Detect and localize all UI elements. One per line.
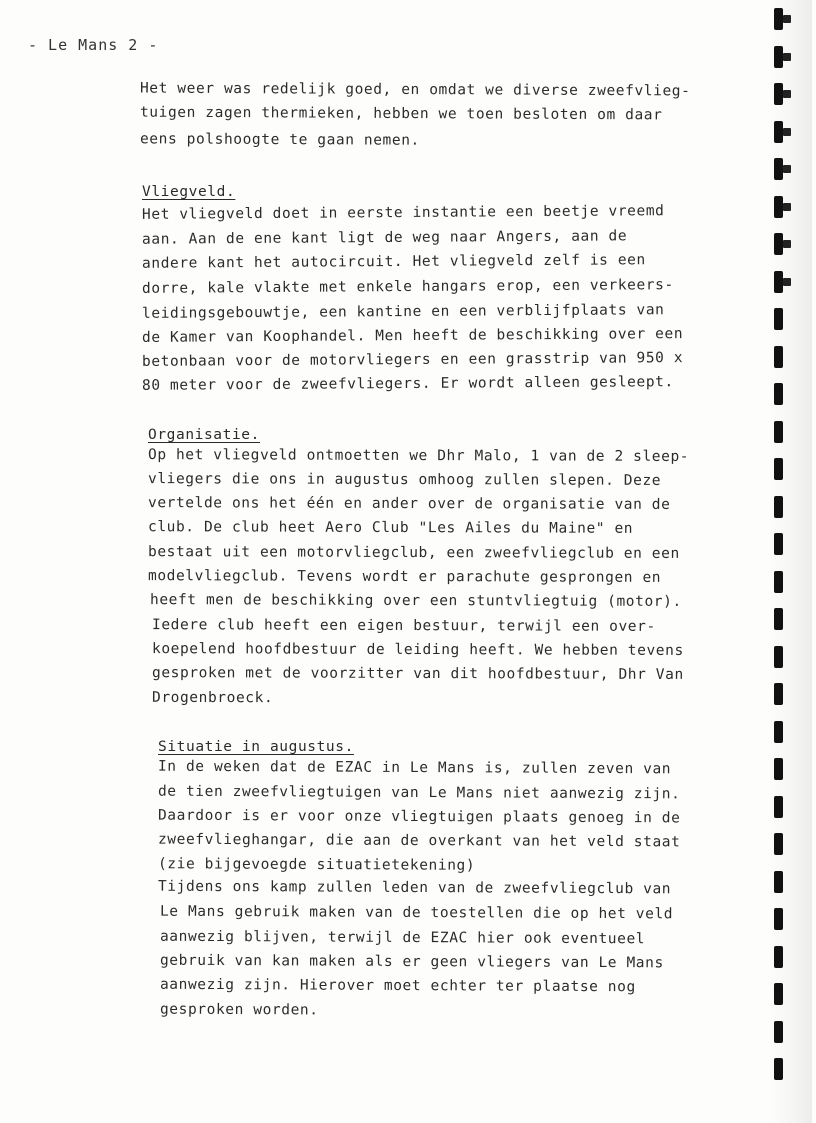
section-line: leidingsgebouwtje, een kantine en een verblijfplaats van <box>141 302 665 322</box>
binding-ring <box>774 196 783 218</box>
binding-ring <box>774 8 783 30</box>
section-heading-situatie: Situatie in augustus. <box>158 739 354 755</box>
section-line: vertelde ons het één en ander over de organisatie van de <box>147 495 671 513</box>
section-line: (zie bijgevoegde situatietekening) <box>157 856 476 874</box>
binding-ring <box>774 233 783 255</box>
section-line: heeft men de beschikking over een stuntvliegtuig (motor). <box>149 592 682 610</box>
binding-ring <box>774 683 783 705</box>
section-line: club. De club heet Aero Club "Les Ailes du Maine" en <box>147 519 634 537</box>
binding-ring <box>774 533 783 555</box>
binding-ring <box>774 46 783 68</box>
binding-ring <box>774 421 783 443</box>
section-line: 80 meter voor de zweefvliegers. Er wordt alleen gesleept. <box>141 374 674 394</box>
binding-ring-tip <box>783 90 791 98</box>
binding-ring-tip <box>783 203 791 211</box>
section-line: Drogenbroeck. <box>151 689 274 707</box>
section-line: koepelend hoofdbestuur de leiding heeft. We hebben tevens <box>151 641 684 659</box>
section-line: de Kamer van Koophandel. Men heeft de beschikking over een <box>141 326 684 346</box>
section-line: In de weken dat de EZAC in Le Mans is, zullen zeven van <box>157 758 672 778</box>
section-line: dorre, kale vlakte met enkele hangars erop, een verkeers- <box>141 277 674 297</box>
binding-ring <box>774 608 783 630</box>
binding-ring <box>774 83 783 105</box>
section-heading-vliegveld: Vliegveld. <box>142 184 236 200</box>
section-line: Het vliegveld doet in eerste instantie een beetje vreemd <box>141 203 665 223</box>
section-line: de tien zweefvliegtuigen van Le Mans niet aanwezig zijn. <box>157 783 681 803</box>
section-line: betonbaan voor de motorvliegers en een grasstrip van 950 x <box>141 350 684 370</box>
binding-ring <box>774 1021 783 1043</box>
binding-ring <box>774 983 783 1005</box>
binding-ring <box>774 721 783 743</box>
section-line: aanwezig blijven, terwijl de EZAC hier ook eventueel <box>159 928 646 948</box>
binding-ring <box>774 383 783 405</box>
binding-ring <box>774 833 783 855</box>
section-line: gebruik van kan maken als er geen vliegers van Le Mans <box>159 952 664 972</box>
section-line: aan. Aan de ene kant ligt de weg naar Angers, aan de <box>141 228 628 248</box>
binding-ring <box>774 121 783 143</box>
binding-ring <box>774 796 783 818</box>
section-line: Daardoor is er voor onze vliegtuigen plaats genoeg in de <box>157 807 681 827</box>
binding-ring-tip <box>783 15 791 23</box>
binding-ring-tip <box>783 240 791 248</box>
binding-ring <box>774 496 783 518</box>
section-line: vliegers die ons in augustus omhoog zullen slepen. Deze <box>147 471 662 489</box>
binding-ring <box>774 458 783 480</box>
binding-ring <box>774 1058 783 1080</box>
binding-ring <box>774 346 783 368</box>
binding-ring-tip <box>783 128 791 136</box>
binding-ring <box>774 908 783 930</box>
binding-ring <box>774 158 783 180</box>
intro-line: tuigen zagen thermieken, hebben we toen besloten om daar <box>139 104 663 124</box>
section-line: Iedere club heeft een eigen bestuur, terwijl een over- <box>151 617 656 635</box>
binding-ring <box>774 871 783 893</box>
section-line: Le Mans gebruik maken van de toestellen die op het veld <box>159 903 674 923</box>
binding-ring <box>774 946 783 968</box>
intro-line: Het weer was redelijk goed, en omdat we diverse zweefvlieg- <box>139 80 691 100</box>
section-line: gesproken worden. <box>159 1001 319 1019</box>
section-line: modelvliegclub. Tevens wordt er parachute gesprongen en <box>147 568 662 586</box>
section-line: zweefvlieghangar, die aan de overkant van het veld staat <box>157 831 681 851</box>
binding-ring <box>774 646 783 668</box>
section-line: andere kant het autocircuit. Het vliegveld zelf is een <box>141 252 646 272</box>
binding-ring <box>774 571 783 593</box>
section-line: Op het vliegveld ontmoetten we Dhr Malo, 1 van de 2 sleep- <box>147 447 690 465</box>
spiral-binding <box>760 0 816 1123</box>
intro-line: eens polshoogte te gaan nemen. <box>139 131 420 149</box>
section-line: bestaat uit een motorvliegclub, een zweefvliegclub en een <box>147 544 680 562</box>
binding-ring-tip <box>783 165 791 173</box>
binding-ring <box>774 308 783 330</box>
section-heading-organisatie: Organisatie. <box>148 427 260 443</box>
page-header: - Le Mans 2 - <box>28 36 159 54</box>
binding-ring-tip <box>783 278 791 286</box>
section-line: Tijdens ons kamp zullen leden van de zweefvliegclub van <box>157 878 672 898</box>
section-line: aanwezig zijn. Hierover moet echter ter plaatse nog <box>159 976 636 996</box>
binding-ring <box>774 758 783 780</box>
section-line: gesproken met de voorzitter van dit hoofdbestuur, Dhr Van <box>151 665 684 683</box>
binding-ring-tip <box>783 53 791 61</box>
binding-ring <box>774 271 783 293</box>
